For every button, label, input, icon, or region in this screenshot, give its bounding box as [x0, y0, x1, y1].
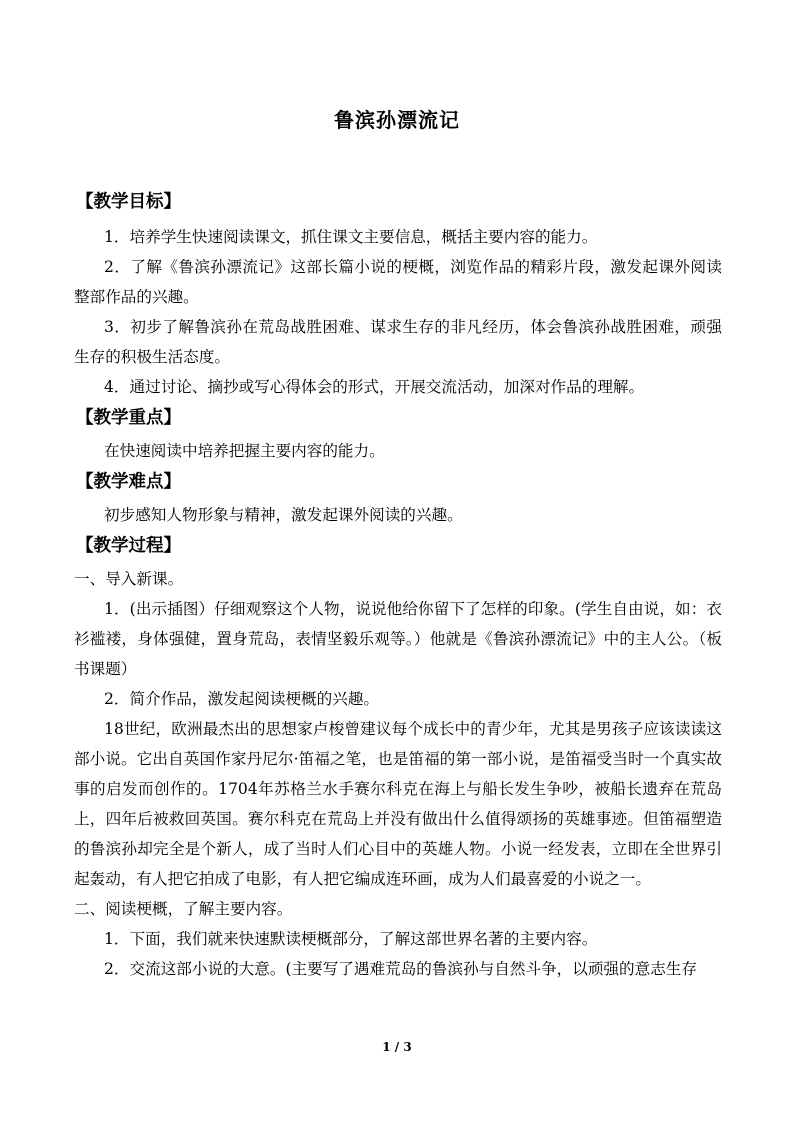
goal-item-3: 3．初步了解鲁滨孙在荒岛战胜困难、谋求生存的非凡经历，体会鲁滨孙战胜困难，顽强生存的积极生活态度。	[74, 318, 722, 366]
page-number: 1 / 3	[382, 1040, 412, 1054]
process-part1-title: 一、导入新课。	[74, 570, 184, 588]
process-part1-paragraph-1: 1．(出示插图）仔细观察这个人物，说说他给你留下了怎样的印象。(学生自由说，如：衣衫褴褛，身体强健，置身荒岛，表情坚毅乐观等。）他就是《鲁滨孙漂流记》中的主人公。（板书课题）	[74, 600, 722, 678]
process-part1-paragraph-3: 18世纪，欧洲最杰出的思想家卢梭曾建议每个成长中的青少年，尤其是男孩子应该读读这部小说。它出自英国作家丹尼尔·笛福之笔，也是笛福的第一部小说，是笛福受当时一个真实故事的启发而创作的。1704年苏格兰水手赛尔科克在海上与船长发生争吵，被船长遗弃在荒岛上，四年后被救回英国。赛尔科克在荒岛上并没有做出什么值得颂扬的英雄事迹。但笛福塑造的鲁滨孙却完全是个新人，成了当时人们心目中的英雄人物。小说一经发表，立即在全世界引起轰动，有人把它拍成了电影，有人把它编成连环画，成为人们最喜爱的小说之一。	[74, 720, 722, 888]
section-heading-process: 【教学过程】	[76, 536, 181, 556]
process-part2-paragraph-1: 1．下面，我们就来快速默读梗概部分，了解这部世界名著的主要内容。	[104, 930, 598, 948]
goal-item-4: 4．通过讨论、摘抄或写心得体会的形式，开展交流活动，加深对作品的理解。	[104, 378, 645, 396]
process-part2-title: 二、阅读梗概，了解主要内容。	[74, 900, 293, 918]
goal-item-1: 1．培养学生快速阅读课文，抓住课文主要信息，概括主要内容的能力。	[104, 228, 598, 246]
document-title: 鲁滨孙漂流记	[334, 108, 460, 132]
difficulties-text: 初步感知人物形象与精神，激发起课外阅读的兴趣。	[104, 506, 463, 524]
goal-item-2: 2．了解《鲁滨孙漂流记》这部长篇小说的梗概，浏览作品的精彩片段，激发起课外阅读整部作品的兴趣。	[74, 258, 722, 306]
process-part1-paragraph-2: 2．简介作品，激发起阅读梗概的兴趣。	[104, 690, 380, 708]
document-body	[74, 186, 722, 984]
section-heading-key-points: 【教学重点】	[76, 408, 181, 428]
key-points-text: 在快速阅读中培养把握主要内容的能力。	[104, 442, 385, 460]
section-heading-goals: 【教学目标】	[76, 192, 181, 212]
section-heading-difficulties: 【教学难点】	[76, 472, 181, 492]
process-part2-paragraph-2: 2．交流这部小说的大意。(主要写了遇难荒岛的鲁滨孙与自然斗争，以顽强的意志生存	[104, 960, 697, 978]
